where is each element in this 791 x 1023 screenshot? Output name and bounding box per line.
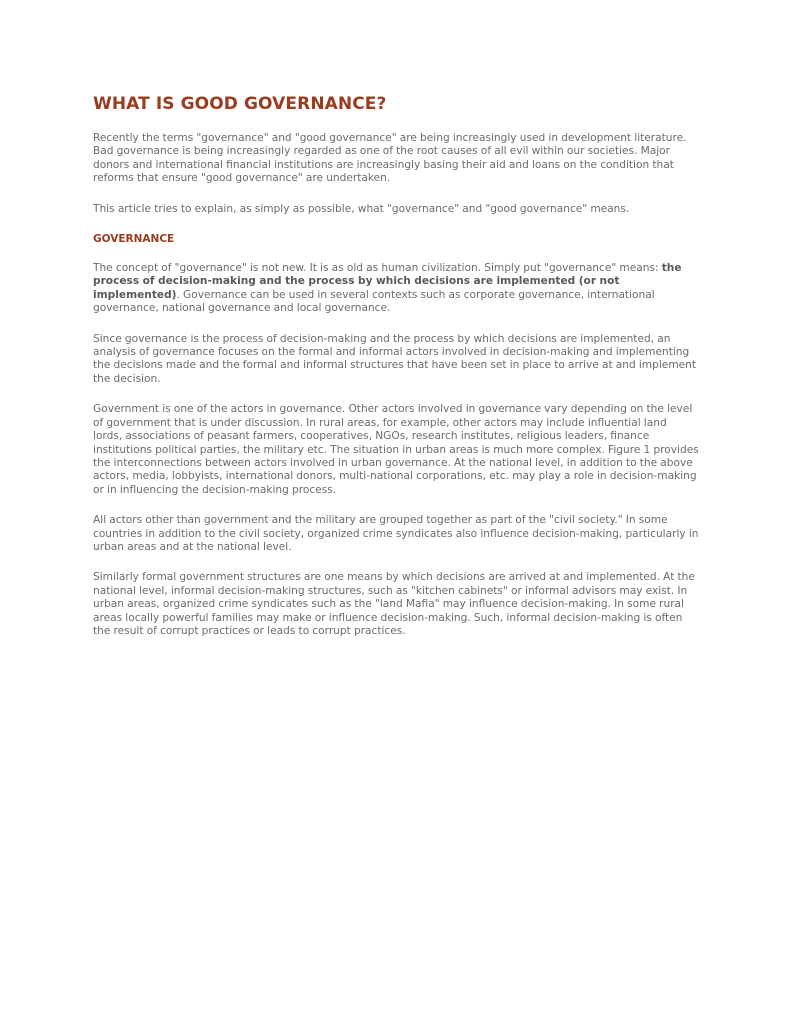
section-heading-governance: GOVERNANCE bbox=[93, 233, 175, 246]
intro-paragraph-1: Recently the terms "governance" and "good governance" are being increasingly used in development literature. Bad governance is being increasingly regarded as one of the root causes of all evil within our societies. Major donors and international financial institutions are increasingly basing their aid and loans on the condition that reforms that ensure "good governance" are undertaken. bbox=[93, 132, 687, 185]
governance-paragraph-1 bbox=[93, 262, 699, 316]
governance-paragraph-3: Government is one of the actors in governance. Other actors involved in governance vary depending on the level of government that is under discussion. In rural areas, for example, other actors may include influential land lords, associations of peasant farmers, cooperatives, NGOs, research institutes, religious leaders, finance institutions political parties, the military etc. The situation in urban areas is much more complex. Figure 1 provides the interconnections between actors involved in urban governance. At the national level, in addition to the above actors, media, lobbyists, international donors, multi-national corporations, etc. may play a role in decision-making or in influencing the decision-making process. bbox=[93, 403, 699, 496]
paragraph-text: The concept of "governance" is not new. It is as old as human civilization. Simply put "governance" means: bbox=[93, 262, 662, 275]
governance-paragraph-2: Since governance is the process of decision-making and the process by which decisions are implemented, an analysis of governance focuses on the formal and informal actors involved in decision-making and implementing the decisions made and the formal and informal structures that have been set in place to arrive at and implement the decision. bbox=[93, 332, 697, 385]
paragraph-text: . Governance can be used in several contexts such as corporate governance, international governance, national governance and local governance. bbox=[93, 288, 655, 315]
governance-paragraph-4: All actors other than government and the military are grouped together as part of the "civil society." In some countries in addition to the civil society, organized crime syndicates also influence decision-making, particularly in urban areas and at the national level. bbox=[93, 514, 699, 553]
governance-paragraph-5: Similarly formal government structures are one means by which decisions are arrived at and implemented. At the national level, informal decision-making structures, such as "kitchen cabinets" or informal advisors may exist. In urban areas, organized crime syndicates such as the "land Mafia" may influence decision-making. In some rural areas locally powerful families may make or influence decision-making. Such, informal decision-making is often the result of corrupt practices or leads to corrupt practices. bbox=[93, 571, 695, 637]
page-title: WHAT IS GOOD GOVERNANCE? bbox=[93, 94, 387, 114]
intro-paragraph-2: This article tries to explain, as simply as possible, what "governance" and "good governance" means. bbox=[93, 202, 630, 215]
definition-bold-text: the process of decision-making and the process by which decisions are implemented (or not implemented) bbox=[93, 262, 682, 301]
document-page bbox=[93, 94, 699, 638]
